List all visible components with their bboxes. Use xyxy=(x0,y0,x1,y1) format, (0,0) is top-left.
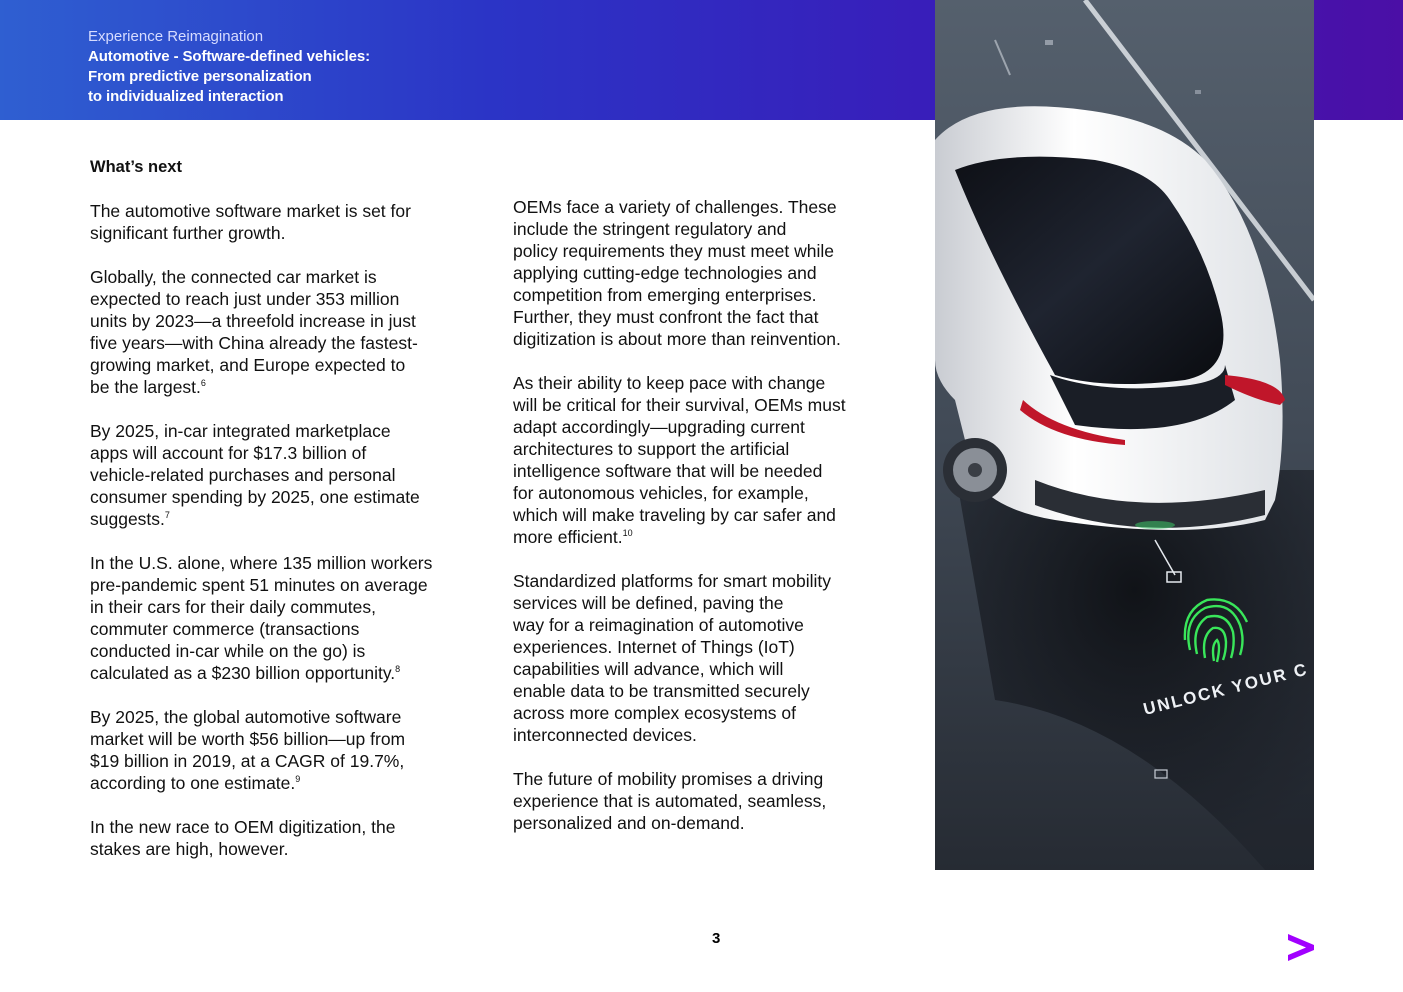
paragraph-line: in their cars for their daily commutes, xyxy=(90,597,376,617)
paragraph xyxy=(513,570,913,746)
paragraph-line: digitization is about more than reinvention. xyxy=(513,329,841,349)
paragraph-line: Globally, the connected car market is xyxy=(90,267,377,287)
paragraph xyxy=(90,706,490,794)
paragraph xyxy=(90,266,490,398)
paragraph-line: conducted in-car while on the go) is xyxy=(90,641,366,661)
paragraph xyxy=(90,816,490,860)
header-kicker: Experience Reimagination xyxy=(88,28,264,45)
paragraph-line: experience that is automated, seamless, xyxy=(513,791,827,811)
paragraph-line: applying cutting-edge technologies and xyxy=(513,263,817,283)
paragraph-line: across more complex ecosystems of xyxy=(513,703,797,723)
paragraph-line: pre-pandemic spent 51 minutes on average xyxy=(90,575,428,595)
paragraph xyxy=(513,768,913,834)
footnote-marker: 8 xyxy=(395,664,401,675)
paragraph xyxy=(90,200,490,244)
paragraph-line: way for a reimagination of automotive xyxy=(513,615,804,635)
paragraph-line: architectures to support the artificial xyxy=(513,439,790,459)
paragraph-line: will be critical for their survival, OEMs must xyxy=(513,395,846,415)
paragraph xyxy=(513,196,913,350)
header-title-line: From predictive personalization xyxy=(88,68,312,85)
paragraph-line: consumer spending by 2025, one estimate xyxy=(90,487,420,507)
paragraph-line: competition from emerging enterprises. xyxy=(513,285,817,305)
paragraph-line: expected to reach just under 353 million xyxy=(90,289,400,309)
paragraph-line: policy requirements they must meet while xyxy=(513,241,834,261)
paragraph-line: services will be defined, paving the xyxy=(513,593,784,613)
paragraph-line: be the largest.$^6$ xyxy=(90,377,206,397)
paragraph-line: units by 2023—a threefold increase in just xyxy=(90,311,416,331)
paragraph-line: adapt accordingly—upgrading current xyxy=(513,417,805,437)
footnote-marker: 9 xyxy=(295,774,301,785)
page-number: 3 xyxy=(712,930,721,947)
footnote-marker: 10 xyxy=(622,528,633,539)
header-title-line: Automotive - Software-defined vehicles: xyxy=(88,48,370,65)
paragraph-line: which will make traveling by car safer and xyxy=(513,505,836,525)
paragraph-line: vehicle-related purchases and personal xyxy=(90,465,396,485)
paragraph-line: The automotive software market is set for xyxy=(90,201,411,221)
paragraph-line: suggests.$^7$ xyxy=(90,509,170,529)
paragraph xyxy=(513,372,913,548)
paragraph-line: personalized and on-demand. xyxy=(513,813,745,833)
paragraph-line: experiences. Internet of Things (IoT) xyxy=(513,637,795,657)
paragraph-line: calculated as a $230 billion opportunity.$^8$ xyxy=(90,663,401,683)
paragraph-line: The future of mobility promises a driving xyxy=(513,769,824,789)
paragraph-line: according to one estimate.$^9$ xyxy=(90,773,301,793)
paragraph-line: capabilities will advance, which will xyxy=(513,659,784,679)
paragraph-line: OEMs face a variety of challenges. These xyxy=(513,197,837,217)
paragraph xyxy=(90,420,490,530)
left-column xyxy=(90,156,490,882)
brand-logo-icon xyxy=(1286,931,1316,963)
section-heading: What’s next xyxy=(90,158,182,176)
paragraph-line: five years—with China already the fastest- xyxy=(90,333,418,353)
paragraph-line: In the U.S. alone, where 135 million workers xyxy=(90,553,433,573)
road-text: UNLOCK YOUR C xyxy=(1141,659,1311,719)
right-column xyxy=(513,196,913,856)
paragraph-line: Standardized platforms for smart mobility xyxy=(513,571,832,591)
paragraph-line: In the new race to OEM digitization, the xyxy=(90,817,396,837)
paragraph-line: stakes are high, however. xyxy=(90,839,289,859)
paragraph-line: market will be worth $56 billion—up from xyxy=(90,729,406,749)
paragraph-line: $19 billion in 2019, at a CAGR of 19.7%, xyxy=(90,751,405,771)
paragraph-line: for autonomous vehicles, for example, xyxy=(513,483,809,503)
paragraph-line: growing market, and Europe expected to xyxy=(90,355,406,375)
paragraph-line: As their ability to keep pace with change xyxy=(513,373,826,393)
paragraph-line: more efficient.$^{10}$ xyxy=(513,527,633,547)
footnote-marker: 7 xyxy=(164,510,170,521)
header xyxy=(88,27,370,107)
paragraph-line: intelligence software that will be needed xyxy=(513,461,823,481)
car-image xyxy=(935,0,1314,870)
paragraph-line: commuter commerce (transactions xyxy=(90,619,360,639)
paragraph-line: include the stringent regulatory and xyxy=(513,219,787,239)
paragraph-line: enable data to be transmitted securely xyxy=(513,681,810,701)
paragraph-line: By 2025, in-car integrated marketplace xyxy=(90,421,391,441)
paragraph-line: significant further growth. xyxy=(90,223,286,243)
paragraph-line: interconnected devices. xyxy=(513,725,697,745)
header-title-line: to individualized interaction xyxy=(88,88,284,105)
paragraph xyxy=(90,552,490,684)
paragraph-line: Further, they must confront the fact that xyxy=(513,307,819,327)
footnote-marker: 6 xyxy=(200,378,206,389)
paragraph-line: apps will account for $17.3 billion of xyxy=(90,443,367,463)
paragraph-line: By 2025, the global automotive software xyxy=(90,707,402,727)
